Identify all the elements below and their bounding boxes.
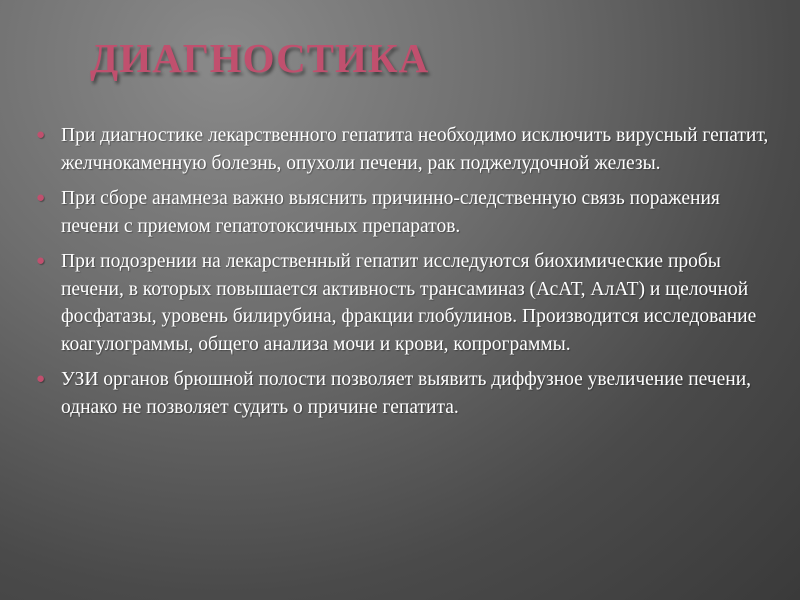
bullet-item [36, 185, 781, 240]
bullet-dot-icon: ● [36, 190, 46, 206]
bullet-item [36, 248, 781, 358]
bullet-list [36, 122, 781, 429]
bullet-item [36, 366, 781, 421]
slide-title: ДИАГНОСТИКА [90, 35, 430, 81]
bullet-dot-icon: ● [36, 371, 46, 387]
bullet-text: УЗИ органов брюшной полости позволяет выявить диффузное увеличение печени, однако не позволяет судить о причине гепатита. [61, 369, 752, 418]
bullet-dot-icon: ● [36, 253, 46, 269]
bullet-text: При диагностике лекарственного гепатита необходимо исключить вирусный гепатит, желчнокаменную болезнь, опухоли печени, рак поджелудочной железы. [61, 125, 769, 174]
bullet-dot-icon: ● [36, 127, 46, 143]
bullet-item [36, 122, 781, 177]
bullet-text: При подозрении на лекарственный гепатит исследуются биохимические пробы печени, в которых повышается активность трансаминаз (АсАТ, АлАТ) и щелочной фосфатазы, уровень билирубина, фракции глобулинов. Производится исследование коагулограммы, общего анализа мочи и крови, копрограммы. [61, 251, 757, 355]
bullet-text: При сборе анамнеза важно выяснить причинно-следственную связь поражения печени с приемом гепатотоксичных препаратов. [61, 188, 720, 237]
